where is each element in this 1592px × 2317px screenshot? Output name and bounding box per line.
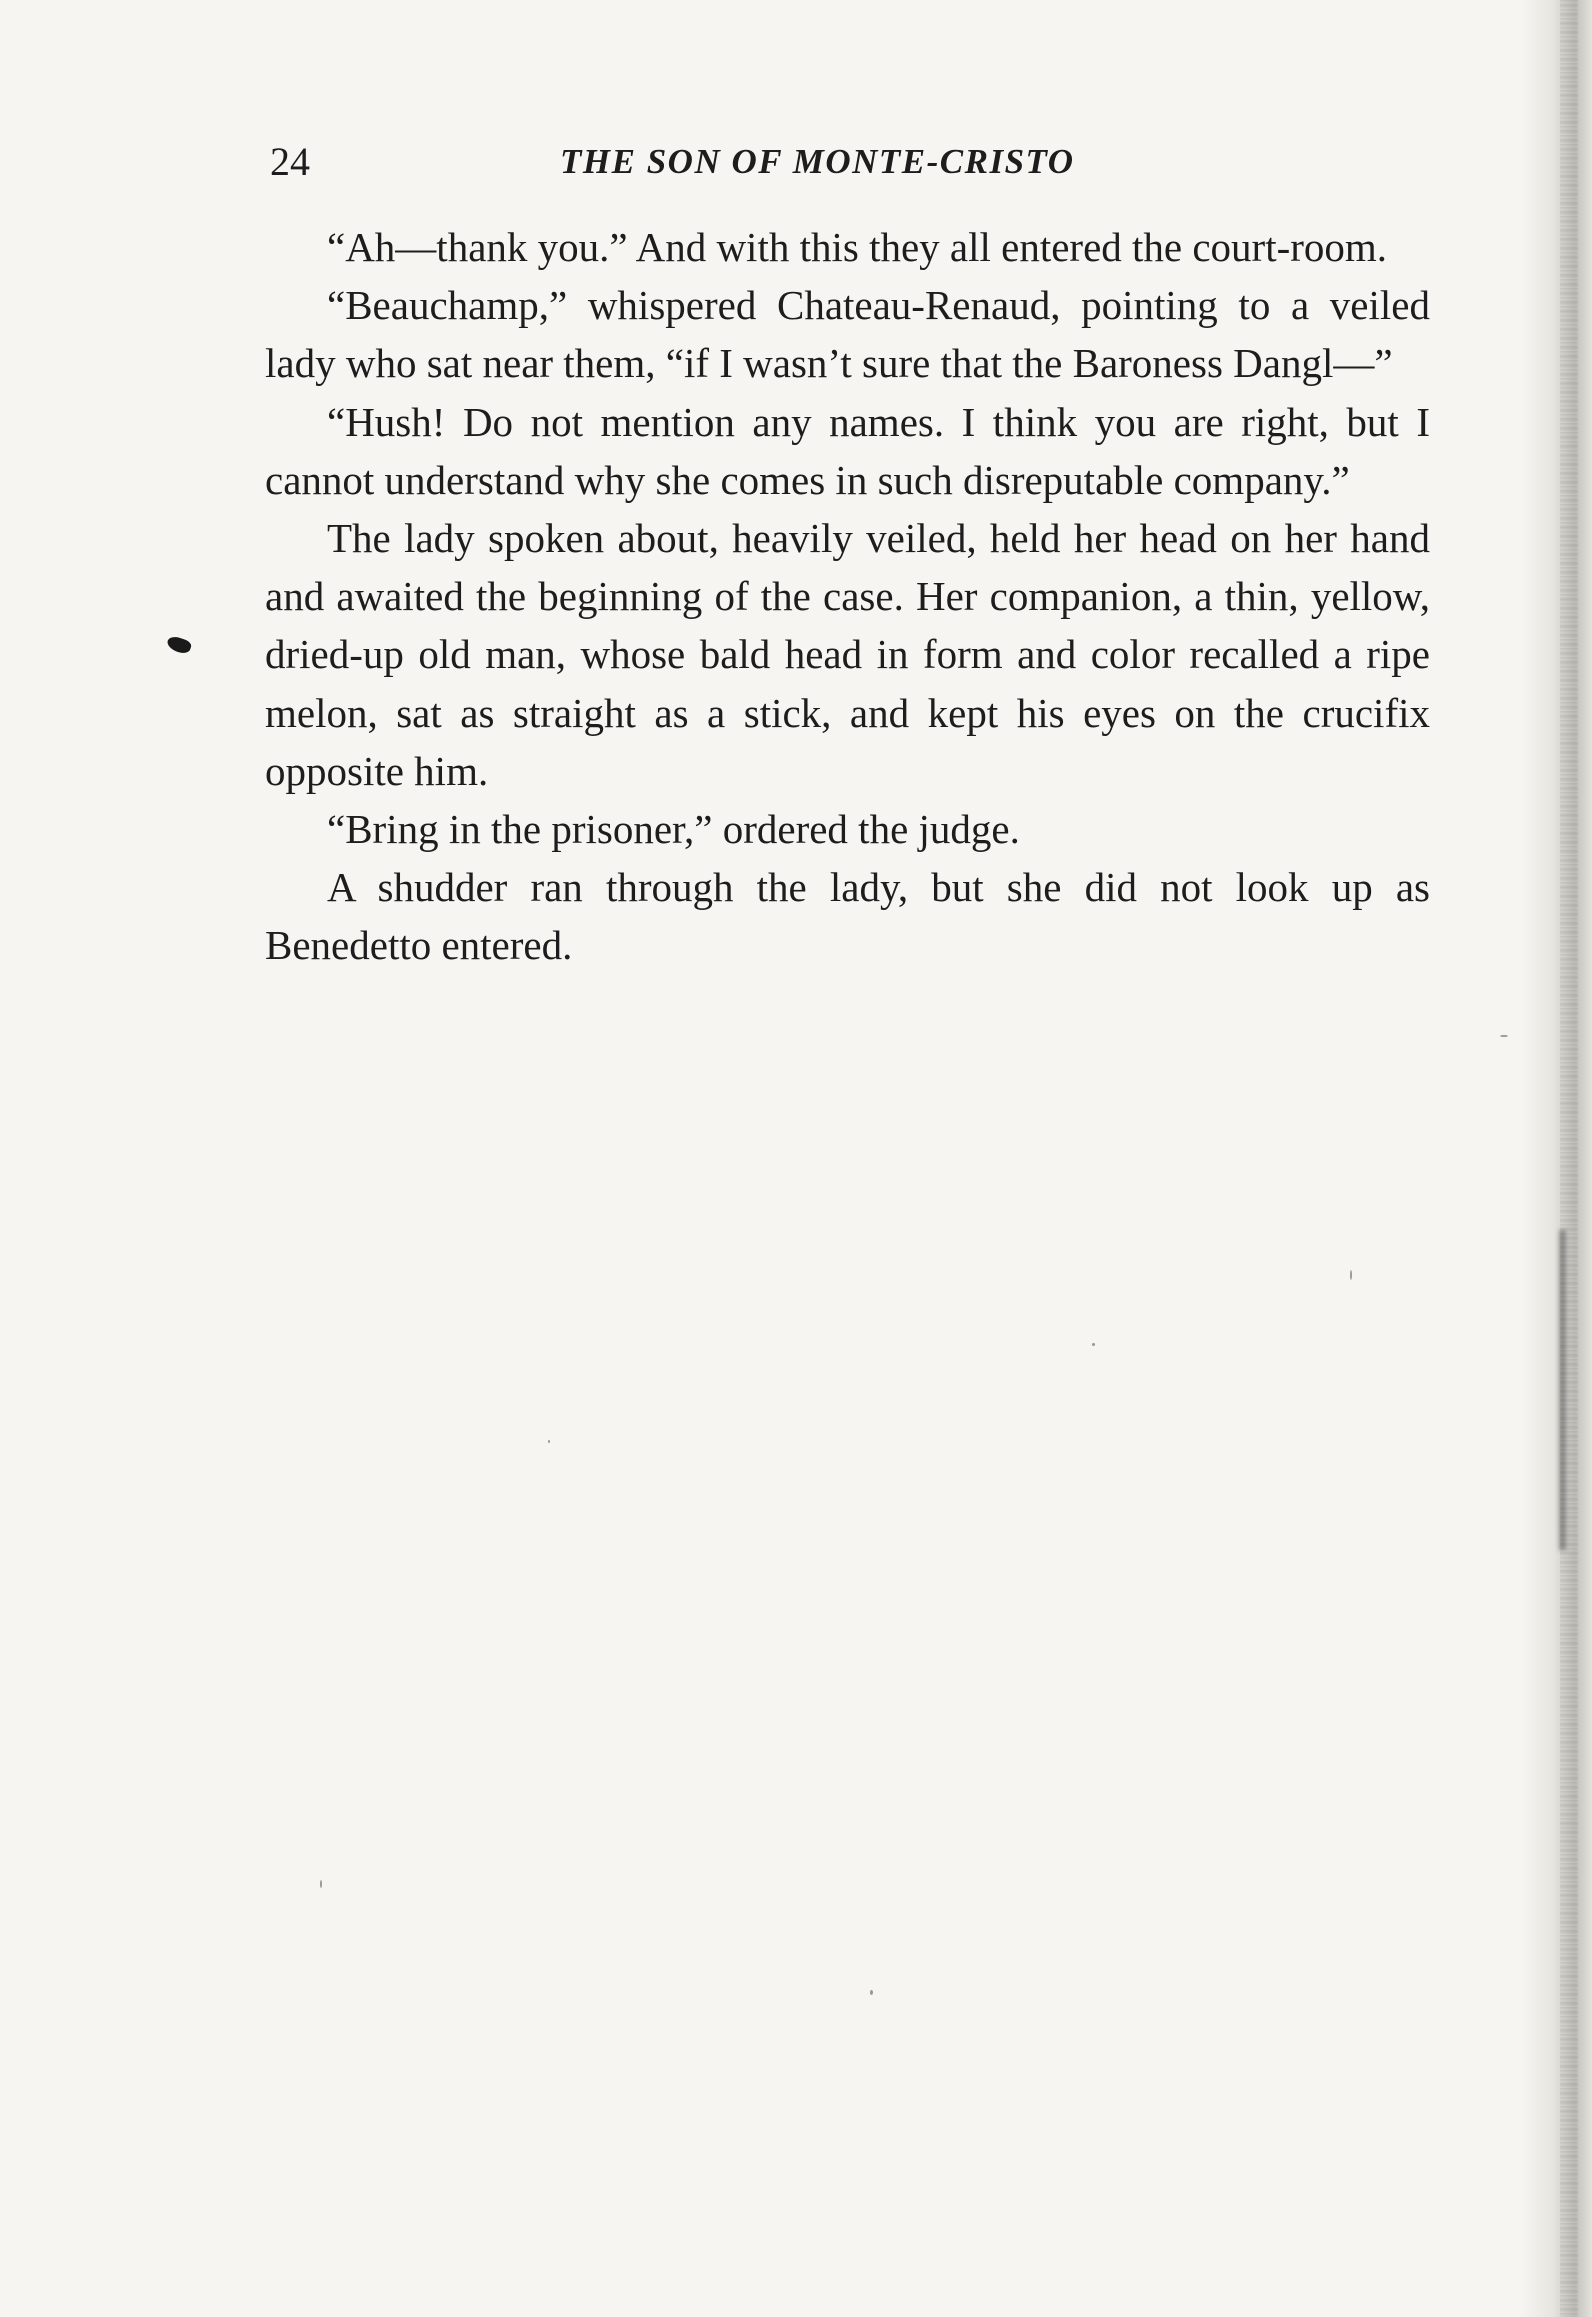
paragraph: “Ah—thank you.” And with this they all entered the court-room. bbox=[327, 224, 1388, 270]
paper-speck bbox=[870, 1990, 873, 1995]
running-head bbox=[270, 132, 1430, 192]
scan-edge-dark-band bbox=[1559, 1230, 1566, 1550]
running-title: THE SON OF MONTE-CRISTO bbox=[560, 142, 1075, 181]
paragraph: A shudder ran through the lady, but she did not look up as Benedetto entered. bbox=[265, 864, 1430, 969]
paper-speck bbox=[1092, 1343, 1095, 1346]
margin-ink-mark bbox=[165, 635, 192, 656]
scan-edge-shadow bbox=[1522, 0, 1592, 2317]
paragraph: “Beauchamp,” whispered Chateau-Renaud, pointing to a veiled lady who sat near them, “if I wasn’t sure that the Baroness Dangl—” bbox=[265, 282, 1430, 387]
paper-speck bbox=[548, 1440, 550, 1443]
page-number: 24 bbox=[270, 139, 310, 184]
paragraph: “Bring in the prisoner,” ordered the judge. bbox=[327, 806, 1020, 853]
paper-speck bbox=[1350, 1270, 1352, 1280]
body-text bbox=[265, 218, 1430, 975]
paper-speck bbox=[320, 1880, 322, 1888]
paragraph: “Hush! Do not mention any names. I think you are right, but I cannot understand why she comes in such disreputable company.” bbox=[265, 398, 1430, 503]
paper-speck bbox=[1500, 1035, 1508, 1037]
paragraph: The lady spoken about, heavily veiled, held her head on her hand and awaited the beginning of the case. Her companion, a thin, yellow, dried-up old man, whose bald head in form and color recalled a ripe melon, sat as straight as a stick, and kept his eyes on the crucifix opposite him. bbox=[265, 515, 1430, 794]
scan-edge-speckle bbox=[1560, 0, 1578, 2317]
